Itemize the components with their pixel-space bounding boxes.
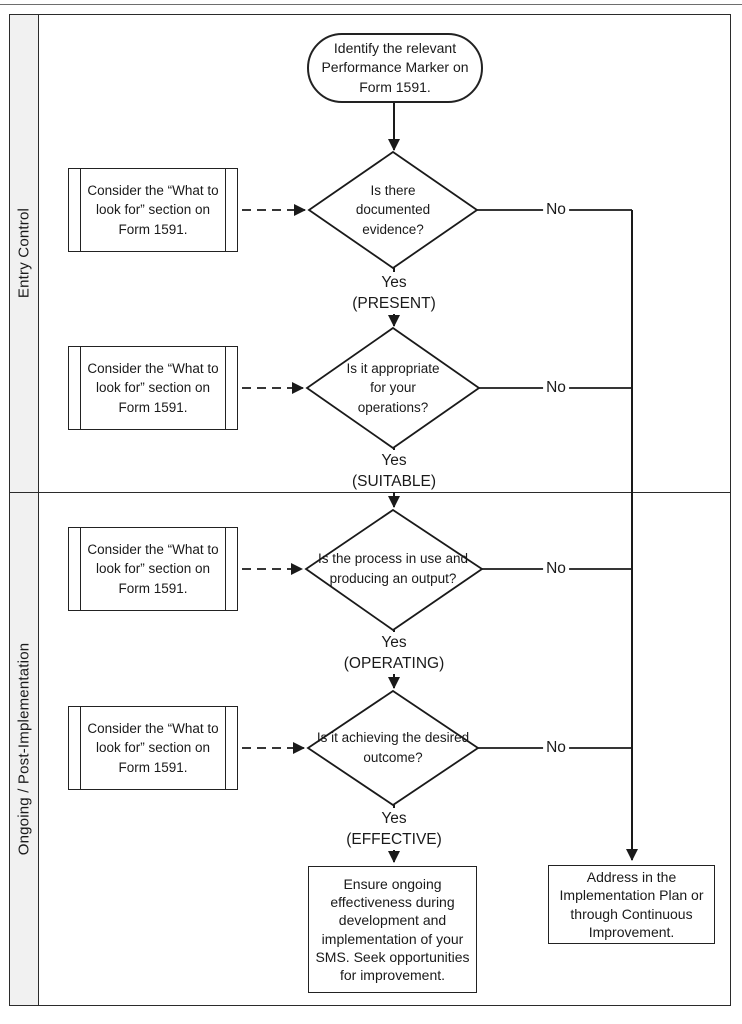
start-node-text: Identify the relevant Performance Marker on Form 1591.	[321, 39, 469, 95]
yes-sublabel-effective: (EFFECTIVE)	[341, 829, 447, 850]
no-label-1: No	[543, 201, 569, 219]
no-label-3: No	[543, 560, 569, 578]
consider-box-2	[68, 346, 238, 430]
consider-box-text: Consider the “What to look for” section on Form 1591.	[87, 721, 219, 775]
yes-label: Yes	[376, 808, 411, 829]
lane-label-ongoing-post-implementation: Ongoing / Post-Implementation	[15, 642, 33, 856]
address-box-text: Address in the Implementation Plan or through Continuous Improvement.	[559, 869, 704, 940]
consider-box-text: Consider the “What to look for” section on Form 1591.	[87, 361, 219, 415]
yes-label-block-2	[347, 450, 441, 492]
double-bar-icon	[80, 707, 81, 789]
double-bar-icon	[80, 528, 81, 610]
consider-box-1	[68, 168, 238, 252]
start-node	[307, 33, 483, 103]
lane-label-entry-control: Entry Control	[15, 207, 33, 299]
address-box	[548, 865, 715, 944]
double-bar-icon	[80, 169, 81, 251]
yes-sublabel-operating: (OPERATING)	[339, 653, 449, 674]
double-bar-icon	[225, 528, 226, 610]
double-bar-icon	[225, 347, 226, 429]
decision1-question: Is there documented evidence?	[355, 182, 431, 237]
consider-box-3	[68, 527, 238, 611]
yes-label-block-1	[347, 272, 441, 314]
end-box-text: Ensure ongoing effectiveness during development and implementation of your SMS. Seek opportunities for improvement.	[315, 875, 470, 983]
no-label-4: No	[543, 739, 569, 757]
consider-box-text: Consider the “What to look for” section on Form 1591.	[87, 183, 219, 237]
consider-box-text: Consider the “What to look for” section on Form 1591.	[87, 542, 219, 596]
double-bar-icon	[225, 169, 226, 251]
end-box	[308, 866, 477, 993]
yes-label: Yes	[376, 272, 411, 293]
double-bar-icon	[80, 347, 81, 429]
yes-sublabel-suitable: (SUITABLE)	[347, 471, 441, 492]
yes-label: Yes	[376, 632, 411, 653]
yes-label-block-3	[339, 632, 449, 674]
decision3-question: Is the process in use and producing an output?	[317, 551, 469, 586]
decision2-question: Is it appropriate for your operations?	[346, 360, 440, 415]
yes-label-block-4	[341, 808, 447, 850]
double-bar-icon	[225, 707, 226, 789]
yes-label: Yes	[376, 450, 411, 471]
no-label-2: No	[543, 379, 569, 397]
decision4-question: Is it achieving the desired outcome?	[316, 730, 470, 765]
yes-sublabel-present: (PRESENT)	[347, 293, 441, 314]
consider-box-4	[68, 706, 238, 790]
